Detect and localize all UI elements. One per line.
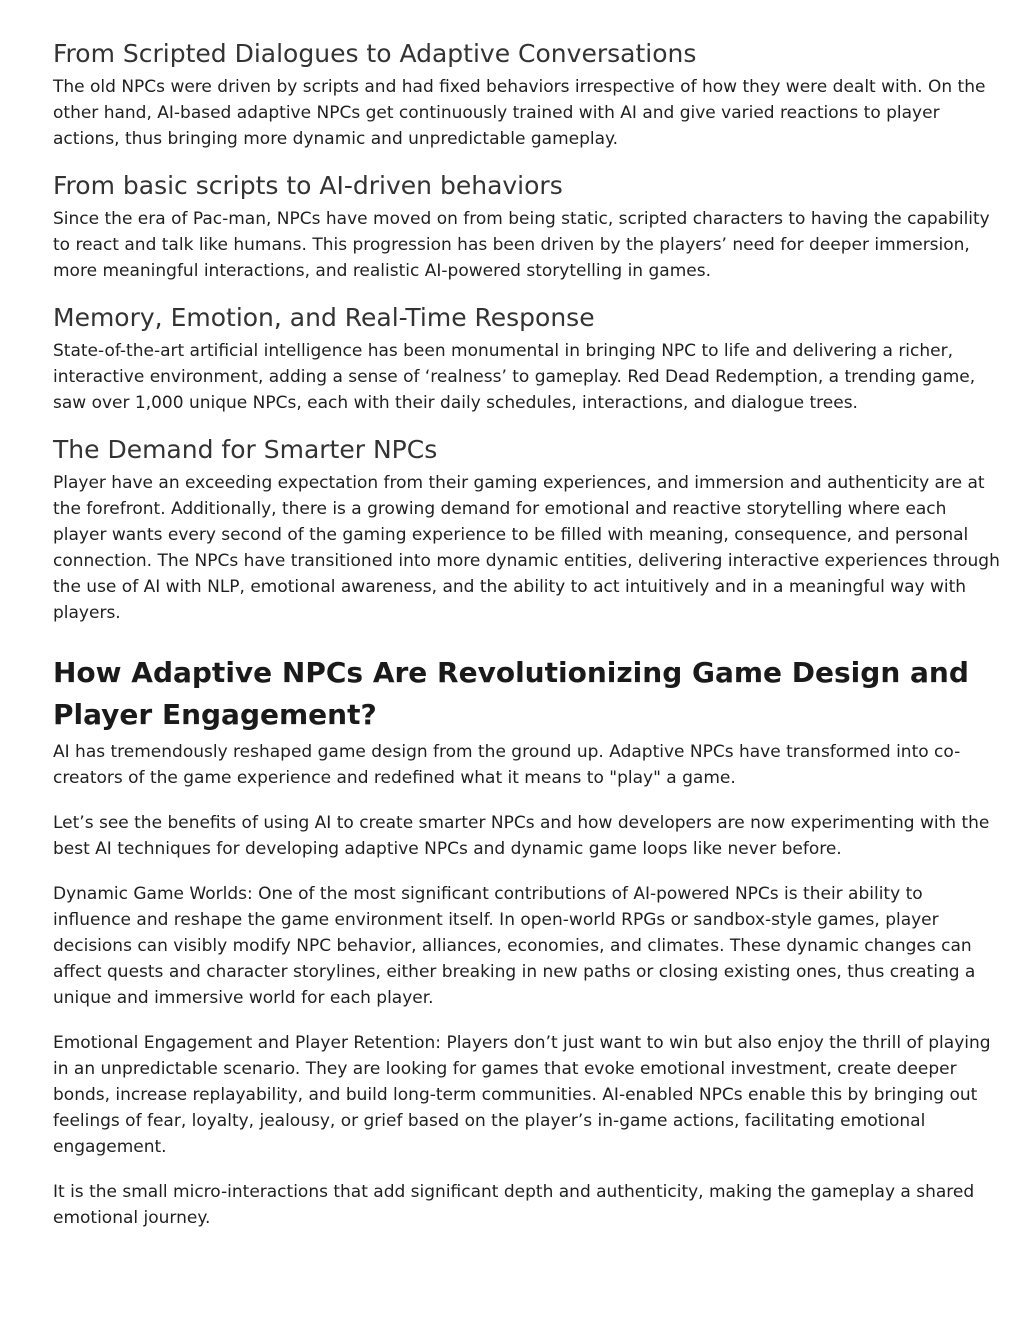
paragraph-dynamic-worlds: Dynamic Game Worlds: One of the most significant contributions of AI-powered NPCs is their ability to influence and reshape the game environment itself. In open-world RPGs or sandbox-style games, player decisions can visibly modify NPC behavior, alliances, economies, and climates. These dynamic changes can affect quests and character storylines, either breaking in new paths or closing existing ones, thus creating a unique and immersive world for each player. xyxy=(53,884,976,1008)
section-scripted-dialogues xyxy=(53,36,1004,152)
paragraph-benefits: Let’s see the benefits of using AI to create smarter NPCs and how developers are now experimenting with the best AI techniques for developing adaptive NPCs and dynamic game loops like never before. xyxy=(53,813,990,859)
section-demand-smarter-npcs xyxy=(53,432,1004,626)
paragraph-ai-reshaped: AI has tremendously reshaped game design from the ground up. Adaptive NPCs have transformed into co-creators of the game experience and redefined what it means to "play" a game. xyxy=(53,742,961,788)
paragraph-emotional-engagement: Emotional Engagement and Player Retention: Players don’t just want to win but also enjoy the thrill of playing in an unpredictable scenario. They are looking for games that evoke emotional investment, create deeper bonds, increase replayability, and build long-term communities. AI-enabled NPCs enable this by bringing out feelings of fear, loyalty, jealousy, or grief based on the player’s in-game actions, facilitating emotional engagement. xyxy=(53,1033,991,1157)
paragraph-micro-interactions: It is the small micro-interactions that add significant depth and authenticity, making the gameplay a shared emotional journey. xyxy=(53,1182,975,1228)
section-heading: Memory, Emotion, and Real-Time Response xyxy=(53,303,595,332)
section-memory-emotion xyxy=(53,300,1004,416)
section-heading: The Demand for Smarter NPCs xyxy=(53,435,438,464)
section-text: The old NPCs were driven by scripts and had fixed behaviors irrespective of how they were dealt with. On the other hand, AI-based adaptive NPCs get continuously trained with AI and give varied reactions to player actions, thus bringing more dynamic and unpredictable gameplay. xyxy=(53,77,986,149)
section-heading: From Scripted Dialogues to Adaptive Conversations xyxy=(53,39,697,68)
section-text: Since the era of Pac-man, NPCs have moved on from being static, scripted characters to having the capability to react and talk like humans. This progression has been driven by the players’ need for deeper immersion, more meaningful interactions, and realistic AI-powered storytelling in games. xyxy=(53,209,990,281)
section-text: State-of-the-art artificial intelligence has been monumental in bringing NPC to life and delivering a richer, interactive environment, adding a sense of ‘realness’ to gameplay. Red Dead Redemption, a trending game, saw over 1,000 unique NPCs, each with their daily schedules, interactions, and dialogue trees. xyxy=(53,341,976,413)
section-heading: From basic scripts to AI-driven behaviors xyxy=(53,171,563,200)
main-heading: How Adaptive NPCs Are Revolutionizing Game Design and Player Engagement? xyxy=(53,656,969,731)
section-basic-scripts xyxy=(53,168,1004,284)
section-text: Player have an exceeding expectation from their gaming experiences, and immersion and authenticity are at the forefront. Additionally, there is a growing demand for emotional and reactive storytelling where each player wants every second of the gaming experience to be filled with meaning, consequence, and personal connection. The NPCs have transitioned into more dynamic entities, delivering interactive experiences through the use of AI with NLP, emotional awareness, and the ability to act intuitively and in a meaningful way with players. xyxy=(53,473,1000,623)
